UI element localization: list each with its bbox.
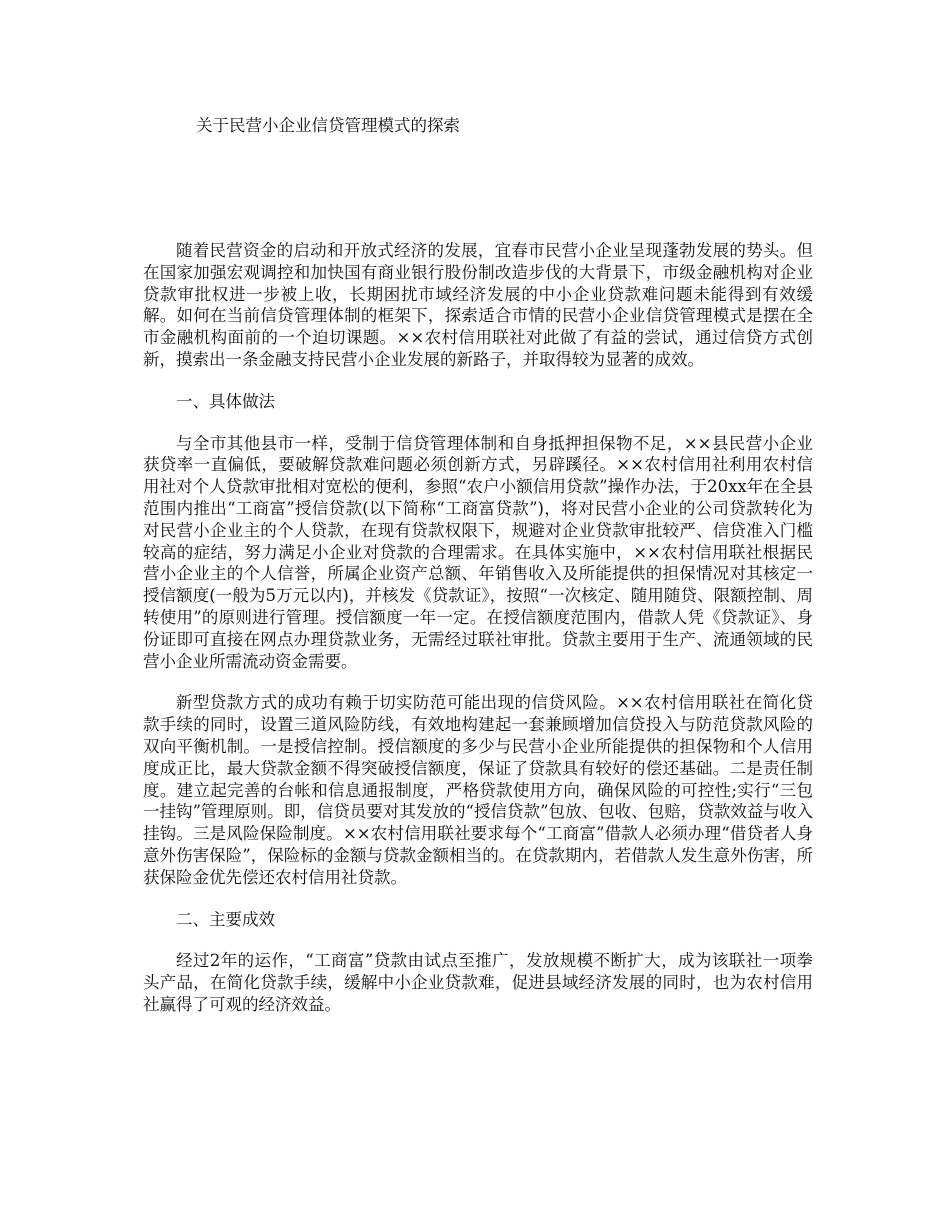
paragraph-gap — [143, 672, 813, 692]
paragraph-intro: 随着民营资金的启动和开放式经济的发展，宜春市民营小企业呈现蓬勃发展的势头。但在国家加强宏观调控和加快国有商业银行股份制改造步伐的大背景下，市级金融机构对企业贷款审批权进一步被上收，长期困扰市域经济发展的中小企业贷款难问题未能得到有效缓解。如何在当前信贷管理体制的框架下，探索适合市情的民营小企业信贷管理模式是摆在全市金融机构面前的一个迫切课题。××农村信用联社对此做了有益的尝试，通过信贷方式创新，摸索出一条金融支持民营小企业发展的新路子，并取得较为显著的成效。 — [143, 241, 813, 369]
document-title: 关于民营小企业信贷管理模式的探索 — [196, 116, 460, 135]
paragraph-gap — [143, 889, 813, 909]
paragraph-risk-control: 新型贷款方式的成功有赖于切实防范可能出现的信贷风险。××农村信用联社在简化贷款手续的同时，设置三道风险防线，有效地构建起一套兼顾增加信贷投入与防范贷款风险的双向平衡机制。一是授信控制。授信额度的多少与民营小企业所能提供的担保物和个人信用度成正比，最大贷款金额不得突破授信额度，保证了贷款具有较好的偿还基础。二是责任制度。建立起完善的台帐和信息通报制度，严格贷款使用方向，确保风险的可控性;实行“三包一挂钩”管理原则。即，信贷员要对其发放的“授信贷款”包放、包收、包赔，贷款效益与收入挂钩。三是风险保险制度。××农村信用联社要求每个“工商富”借款人必须办理“借贷者人身意外伤害保险”，保险标的金额与贷款金额相当的。在贷款期内，若借款人发生意外伤害，所获保险金优先偿还农村信用社贷款。 — [143, 693, 813, 887]
paragraph-results: 经过2年的运作，“工商富”贷款由试点至推广，发放规模不断扩大，成为该联社一项拳头产品，在简化贷款手续，缓解中小企业贷款难，促进县域经济发展的同时，也为农村信用社赢得了可观的经济效益。 — [143, 951, 813, 1014]
document-body — [143, 240, 813, 1016]
section-heading-2: 二、主要成效 — [176, 909, 275, 929]
paragraph-gap — [143, 371, 813, 391]
paragraph-gap — [143, 930, 813, 950]
paragraph-gap — [143, 413, 813, 433]
paragraph-method: 与全市其他县市一样，受制于信贷管理体制和自身抵押担保物不足，××县民营小企业获贷率一直偏低，要破解贷款难问题必须创新方式，另辟蹊径。××农村信用社利用农村信用社对个人贷款审批相对宽松的便利，参照“农户小额信用贷款”操作办法，于20xx年在全县范围内推出“工商富”授信贷款(以下简称“工商富贷款”)，将对民营小企业的公司贷款转化为对民营小企业主的个人贷款，在现有贷款权限下，规避对企业贷款审批较严、信贷准入门槛较高的症结，努力满足小企业对贷款的合理需求。在具体实施中，××农村信用联社根据民营小企业主的个人信誉，所属企业资产总额、年销售收入及所能提供的担保情况对其核定一授信额度(一般为5万元以内)，并核发《贷款证》，按照“一次核定、随用随贷、限额控制、周转使用”的原则进行管理。授信额度一年一定。在授信额度范围内，借款人凭《贷款证》、身份证即可直接在网点办理贷款业务，无需经过联社审批。贷款主要用于生产、流通领域的民营小企业所需流动资金需要。 — [143, 433, 813, 671]
section-heading-1: 一、具体做法 — [176, 391, 275, 411]
